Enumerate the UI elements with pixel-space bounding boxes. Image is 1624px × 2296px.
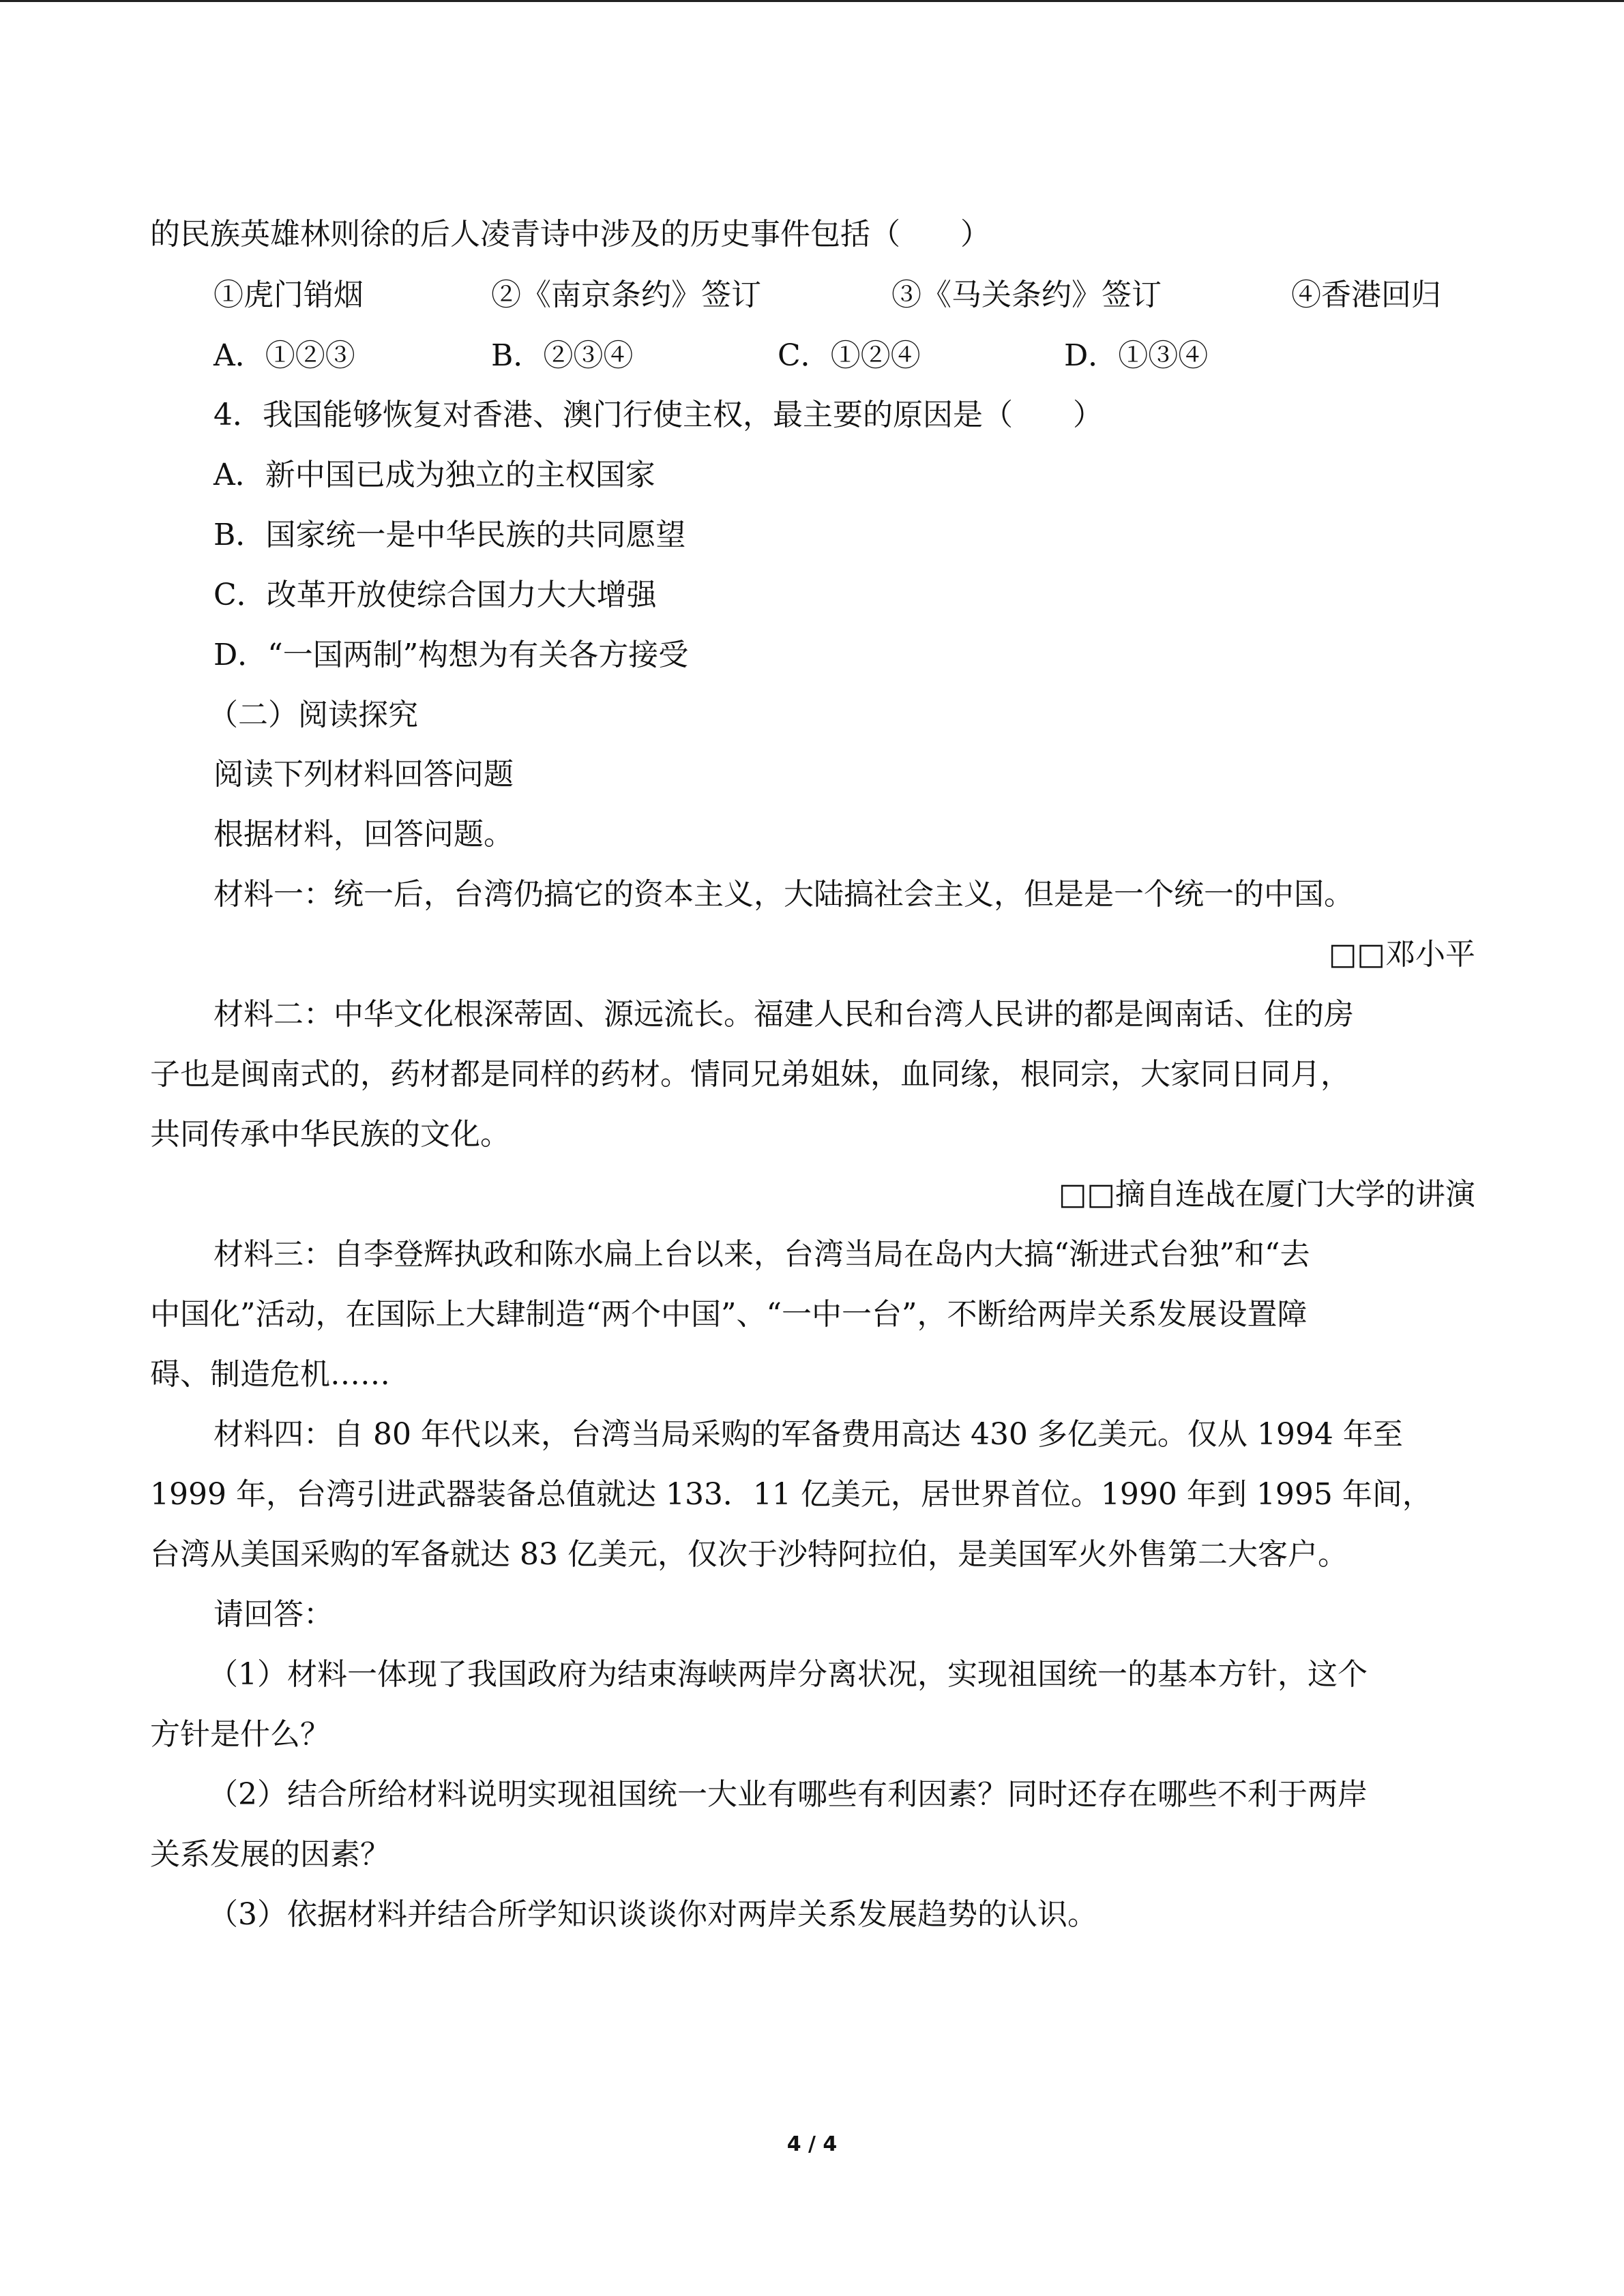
material-3-line-2: 中国化”活动，在国际上大肆制造“两个中国”、“一中一台”，不断给两岸关系发展设置障: [150, 1297, 1308, 1332]
q4-option-c: C．改革开放使综合国力大大增强: [213, 578, 657, 612]
q3-item-2: ②《南京条约》签订: [491, 278, 761, 312]
q4-option-b: B．国家统一是中华民族的共同愿望: [213, 518, 686, 552]
q3-item-1: ①虎门销烟: [213, 278, 364, 312]
question-1-line-1: （1）材料一体现了我国政府为结束海峡两岸分离状况，实现祖国统一的基本方针，这个: [208, 1657, 1368, 1692]
q3-option-a: A．①②③: [213, 338, 355, 373]
question-1-line-2: 方针是什么？: [150, 1717, 330, 1752]
material-2-line-3: 共同传承中华民族的文化。: [150, 1117, 510, 1152]
material-4-line-3: 台湾从美国采购的军备就达 83 亿美元，仅次于沙特阿拉伯，是美国军火外售第二大客户。: [150, 1537, 1348, 1572]
q4-option-d: D．“一国两制”构想为有关各方接受: [213, 638, 689, 672]
section-intro-2: 根据材料，回答问题。: [213, 817, 514, 852]
q4-stem: 4．我国能够恢复对香港、澳门行使主权，最主要的原因是（ ）: [213, 398, 1103, 432]
top-border: [0, 0, 1624, 2]
material-2-line-2: 子也是闽南式的，药材都是同样的药材。情同兄弟姐妹，血同缘，根同宗，大家同日同月，: [150, 1057, 1350, 1092]
material-2-source: □□摘自连战在厦门大学的讲演: [1058, 1177, 1475, 1212]
section-title: （二）阅读探究: [208, 698, 418, 732]
q3-item-4: ④香港回归: [1291, 278, 1441, 312]
material-1-source: □□邓小平: [1328, 937, 1475, 972]
q3-item-3: ③《马关条约》签订: [891, 278, 1162, 312]
question-3-line-1: （3）依据材料并结合所学知识谈谈你对两岸关系发展趋势的认识。: [208, 1897, 1097, 1932]
q3-option-b: B．②③④: [491, 338, 634, 373]
page-number: 4 / 4: [786, 2132, 838, 2156]
question-2-line-2: 关系发展的因素？: [150, 1837, 390, 1872]
q3-option-d: D．①③④: [1064, 338, 1209, 373]
section-intro-1: 阅读下列材料回答问题: [213, 757, 514, 792]
material-4-line-2: 1999 年，台湾引进武器装备总值就达 133．11 亿美元，居世界首位。1990 年到 1995 年间，: [150, 1477, 1432, 1512]
q3-stem-tail: 的民族英雄林则徐的后人凌青诗中涉及的历史事件包括（ ）: [150, 217, 990, 252]
material-3-line-3: 碍、制造危机……: [150, 1357, 390, 1392]
material-3-line-1: 材料三：自李登辉执政和陈水扁上台以来，台湾当局在岛内大搞“渐进式台独”和“去: [213, 1237, 1310, 1272]
material-4-line-1: 材料四：自 80 年代以来，台湾当局采购的军备费用高达 430 多亿美元。仅从 1994 年至: [213, 1417, 1403, 1452]
question-2-line-1: （2）结合所给材料说明实现祖国统一大业有哪些有利因素？同时还存在哪些不利于两岸: [208, 1777, 1368, 1812]
questions-lead: 请回答：: [213, 1597, 334, 1632]
material-1-text: 材料一：统一后，台湾仍搞它的资本主义，大陆搞社会主义，但是是一个统一的中国。: [213, 877, 1354, 912]
q4-option-a: A．新中国已成为独立的主权国家: [213, 458, 655, 492]
q3-option-c: C．①②④: [778, 338, 921, 373]
material-2-line-1: 材料二：中华文化根深蒂固、源远流长。福建人民和台湾人民讲的都是闽南话、住的房: [213, 997, 1354, 1032]
